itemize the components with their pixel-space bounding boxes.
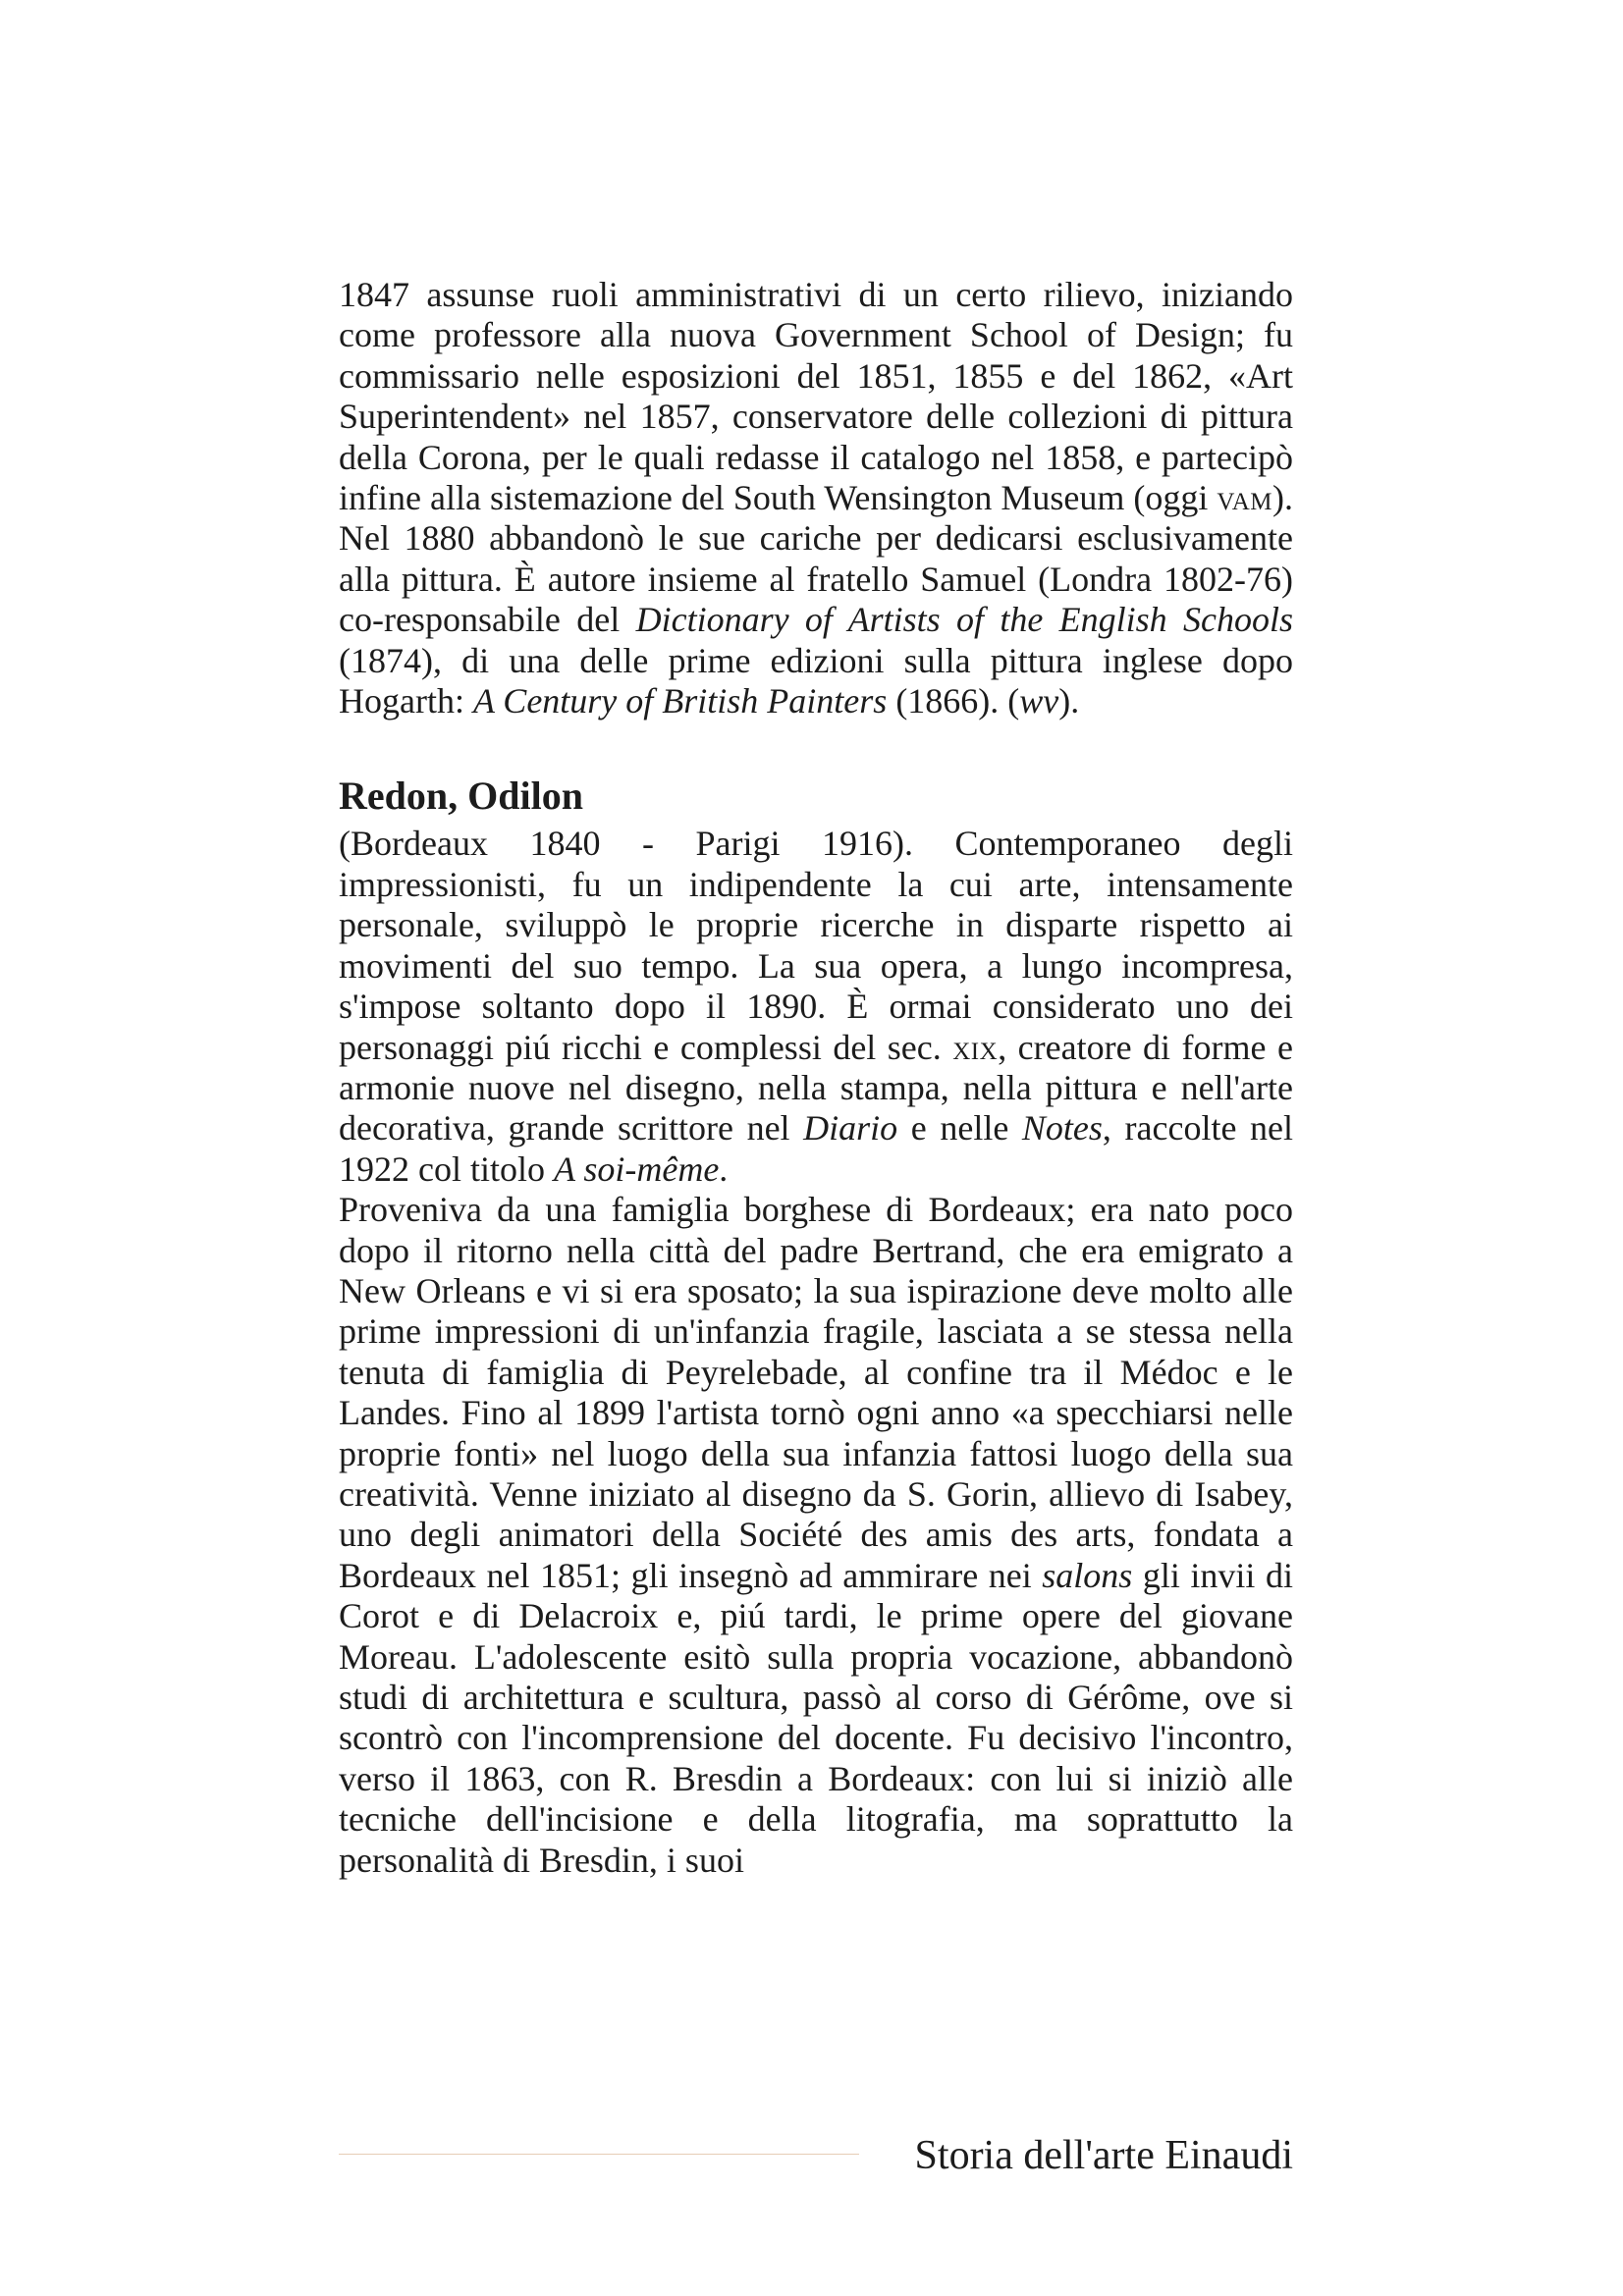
work-title: Notes (1021, 1108, 1103, 1148)
text-span: , raccolte nel 1922 col titolo (339, 1108, 1293, 1189)
entry-heading: Redon, Odilon (339, 774, 583, 819)
text-span: e nelle (897, 1108, 1022, 1148)
author-initials: wv (1019, 681, 1059, 721)
work-title: A soi-même (554, 1148, 720, 1189)
italic-term: salons (1042, 1555, 1133, 1595)
footer-rule (339, 2154, 859, 2155)
work-title: A Century of British Painters (472, 681, 888, 721)
text-span: ). Nel 1880 abbandonò le sue cariche per dedicarsi esclusivamente alla pittura. È autore insieme al fratello Samuel (Londra 1802-76) co-responsabile del (339, 478, 1293, 640)
century-numeral: xix (952, 1027, 999, 1067)
text-span: (1874), di una delle prime edizioni sulla pittura inglese dopo Hogarth: (339, 640, 1293, 721)
abbreviation: vam (1217, 478, 1272, 518)
footer-publication-title: Storia dell'arte Einaudi (914, 2133, 1293, 2178)
text-column (339, 275, 1293, 1881)
continuation-paragraph (339, 275, 1293, 721)
entry-paragraph (339, 1190, 1293, 1881)
work-title: Dictionary of Artists of the English Schools (635, 600, 1293, 640)
entry-paragraph (339, 824, 1293, 1190)
text-span: , creatore di forme e armonie nuove nel disegno, nella stampa, nella pittura e nell'arte decorativa, grande scrittore nel (339, 1027, 1293, 1148)
work-title: Diario (803, 1108, 898, 1148)
text-span: (Bordeaux 1840 - Parigi 1916). Contemporaneo degli impressionisti, fu un indipendente la cui arte, intensamente personale, sviluppò le proprie ricerche in disparte rispetto ai movimenti del suo tempo. La sua opera, a lungo incompresa, s'impose soltanto dopo il 1890. È ormai considerato uno dei personaggi piú ricchi e complessi del sec. (339, 824, 1293, 1067)
text-span: 1847 assunse ruoli amministrativi di un certo rilievo, iniziando come professore alla nuova Government School of Design; fu commissario nelle esposizioni del 1851, 1855 e del 1862, «Art Superintendent» nel 1857, conservatore delle collezioni di pittura della Corona, per le quali redasse il catalogo nel 1858, e partecipò infine alla sistemazione del South Wensington Museum (oggi (339, 275, 1293, 518)
text-span: . (719, 1148, 729, 1189)
text-span: (1866). ( (887, 681, 1020, 721)
text-span: ). (1058, 681, 1080, 721)
text-span: Proveniva da una famiglia borghese di Bordeaux; era nato poco dopo il ritorno nella città del padre Bertrand, che era emigrato a New Orleans e vi si era sposato; la sua ispirazione deve molto alle prime impressioni di un'infanzia fragile, lasciata a se stessa nella tenuta di famiglia di Peyrelebade, al confine tra il Médoc e le Landes. Fino al 1899 l'artista tornò ogni anno «a specchiarsi nelle proprie fonti» nel luogo della sua infanzia fattosi luogo della sua creatività. Venne iniziato al disegno da S. Gorin, allievo di Isabey, uno degli animatori della Société des amis des arts, fondata a Bordeaux nel 1851; gli insegnò ad ammirare nei (339, 1190, 1293, 1595)
text-span: gli invii di Corot e di Delacroix e, piú tardi, le prime opere del giovane Moreau. L'adolescente esitò sulla propria vocazione, abbandonò studi di architettura e scultura, passò al corso di Gérôme, ove si scontrò con l'incomprensione del docente. Fu decisivo l'incontro, verso il 1863, con R. Bresdin a Bordeaux: con lui si iniziò alle tecniche dell'incisione e della litografia, ma soprattutto la personalità di Bresdin, i suoi (339, 1555, 1293, 1880)
